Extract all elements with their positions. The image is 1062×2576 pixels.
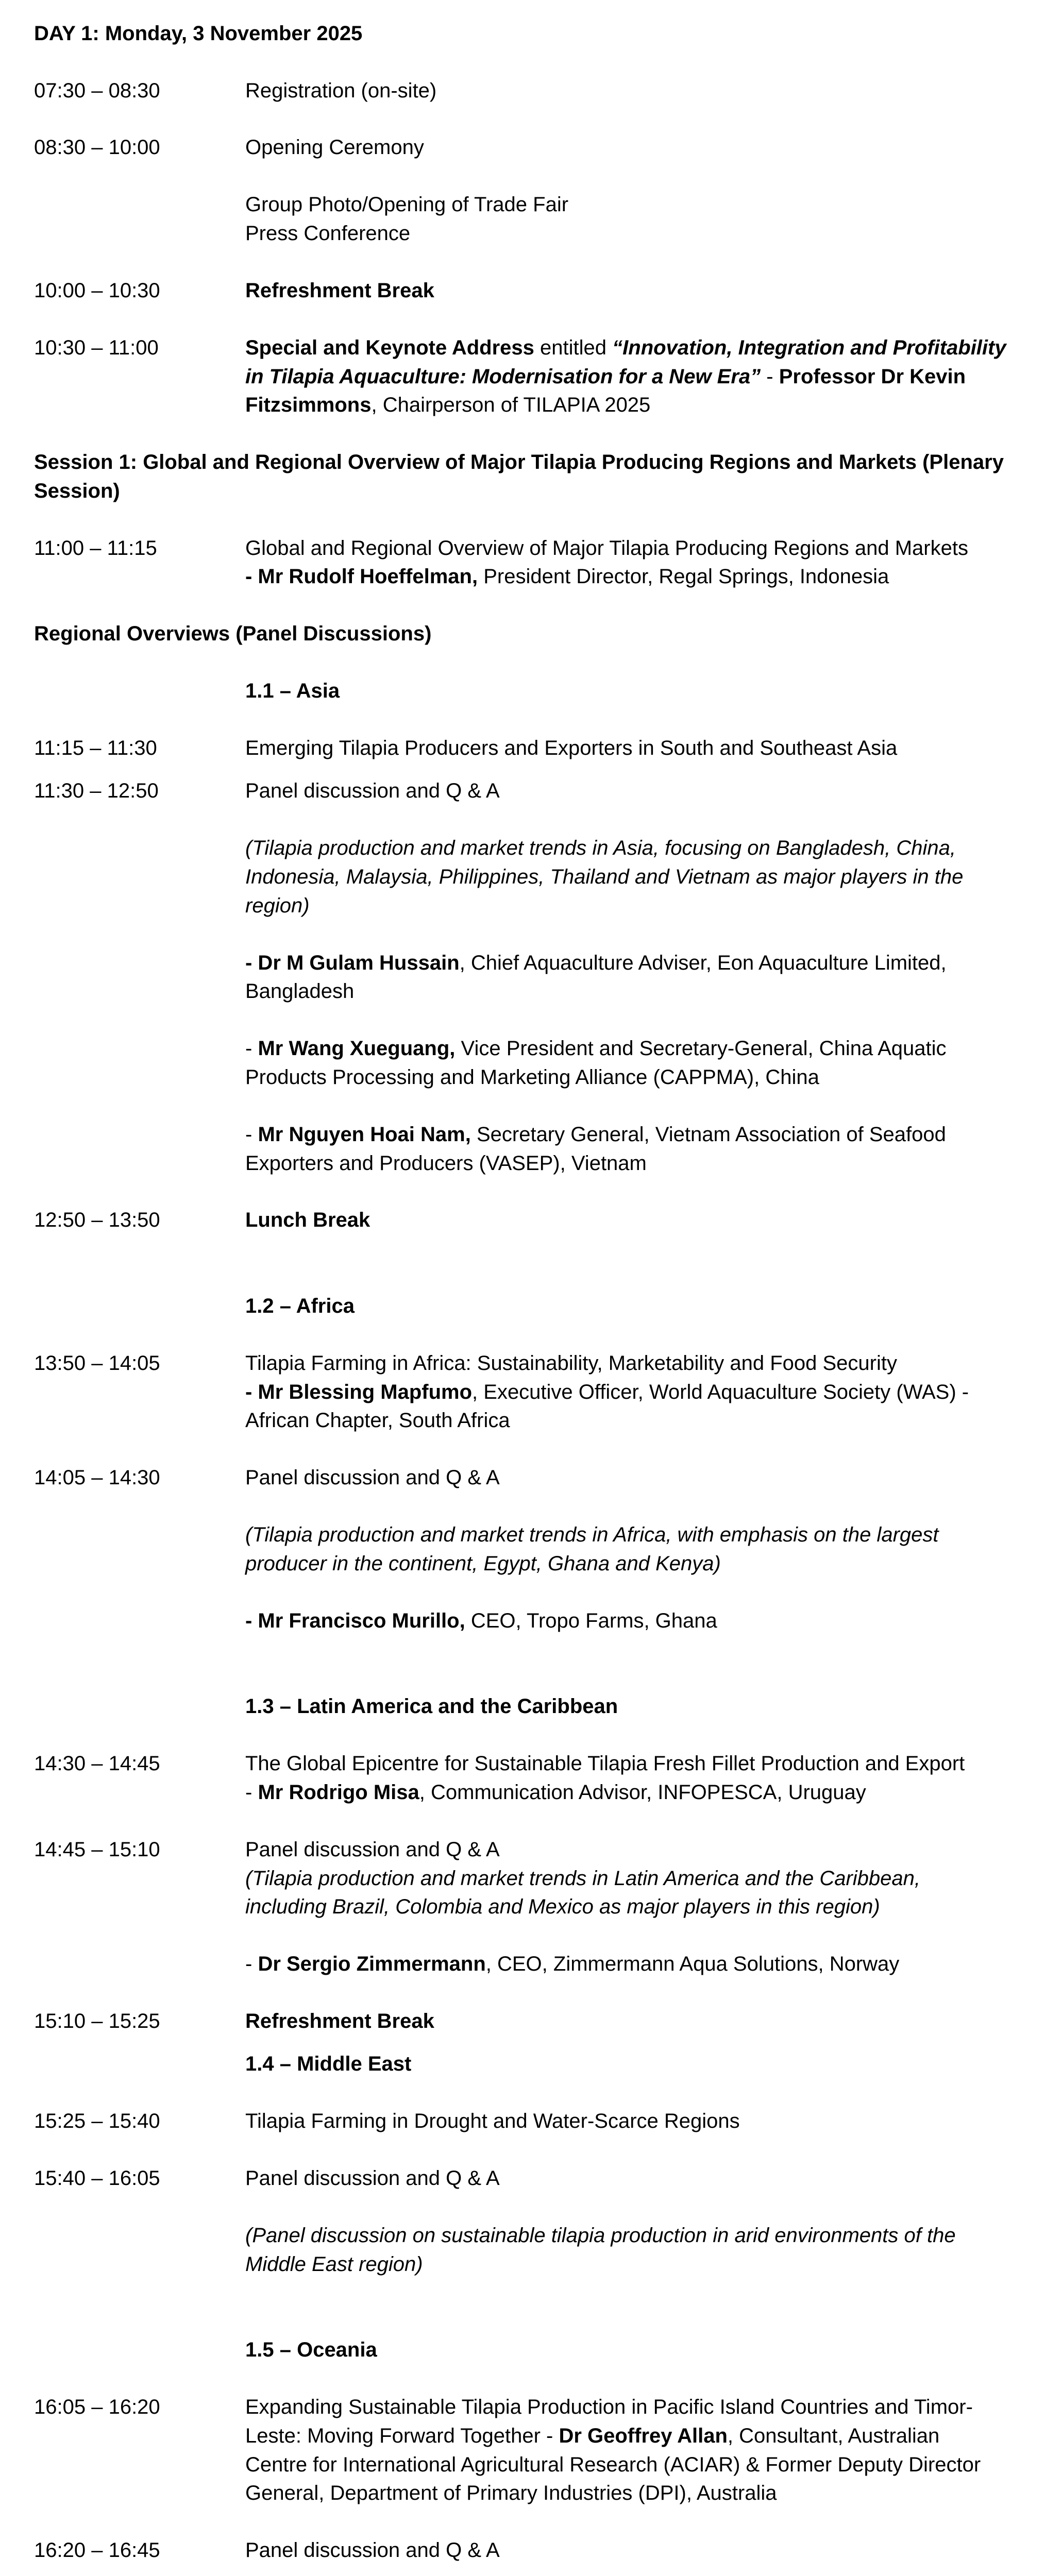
agenda-line xyxy=(245,2221,956,2250)
day-heading: DAY 1: Monday, 3 November 2025 xyxy=(34,22,363,45)
text-span: Group Photo/Opening of Trade Fair xyxy=(245,193,569,216)
bold-text: Fitzsimmons xyxy=(245,394,372,416)
text-span: President Director, Regal Springs, Indonesia xyxy=(478,565,889,588)
time-slot: 15:10 – 15:25 xyxy=(34,2010,160,2032)
bold-text: 1.3 – Latin America and the Caribbean xyxy=(245,1695,618,1718)
bold-text: - Mr Francisco Murillo, xyxy=(245,1609,465,1632)
bold-text: Mr Wang Xueguang, xyxy=(258,1037,456,1060)
bold-text: Refreshment Break xyxy=(245,2010,434,2032)
agenda-line xyxy=(245,1378,969,1406)
time-slot: 15:25 – 15:40 xyxy=(34,2110,160,2132)
text-span: - xyxy=(245,1953,258,1975)
agenda-line xyxy=(245,562,889,591)
agenda-line xyxy=(245,2393,973,2421)
bold-text: Mr Rodrigo Misa xyxy=(258,1781,419,1804)
agenda-line xyxy=(245,1835,500,1864)
agenda-line xyxy=(245,776,500,805)
agenda-line xyxy=(245,948,947,977)
time-slot: 14:45 – 15:10 xyxy=(34,1838,160,1861)
italic-text: producer in the continent, Egypt, Ghana and Kenya) xyxy=(245,1552,721,1575)
region-heading xyxy=(245,1692,618,1721)
italic-text: region) xyxy=(245,894,310,917)
time-slot: 14:05 – 14:30 xyxy=(34,1466,160,1489)
text-span: - xyxy=(245,1123,258,1146)
bold-text: - Mr Rudolf Hoeffelman, xyxy=(245,565,478,588)
text-span: , Chairperson of TILAPIA 2025 xyxy=(371,394,651,416)
agenda-line xyxy=(245,1406,510,1435)
agenda-line xyxy=(245,76,436,105)
agenda-line xyxy=(245,2007,434,2036)
italic-text: (Tilapia production and market trends in Africa, with emphasis on the largest xyxy=(245,1523,939,1546)
bold-text: “Innovation, Integration and Profitability xyxy=(612,336,1006,359)
agenda-line xyxy=(245,1864,920,1893)
agenda-line xyxy=(245,276,434,305)
agenda-line xyxy=(245,734,897,762)
bold-text: 1.4 – Middle East xyxy=(245,2053,412,2075)
region-heading xyxy=(245,2335,377,2364)
time-slot: 11:00 – 11:15 xyxy=(34,537,157,560)
time-slot: 10:30 – 11:00 xyxy=(34,336,159,359)
agenda-line xyxy=(245,834,956,862)
section-heading xyxy=(34,619,431,648)
agenda-line xyxy=(245,1892,880,1921)
italic-text: (Panel discussion on sustainable tilapia production in arid environments of the xyxy=(245,2224,956,2247)
text-span: Emerging Tilapia Producers and Exporters in South and Southeast Asia xyxy=(245,737,898,759)
italic-text: (Tilapia production and market trends in Asia, focusing on Bangladesh, China, xyxy=(245,837,956,859)
text-span: entitled xyxy=(534,336,613,359)
bold-text: Lunch Break xyxy=(245,1209,370,1231)
agenda-line xyxy=(245,891,310,920)
agenda-line xyxy=(245,2250,423,2279)
agenda-line xyxy=(245,977,354,1006)
bold-text: Session 1: Global and Regional Overview of Major Tilapia Producing Regions and Markets (Plenary xyxy=(34,451,1004,473)
text-span: Opening Ceremony xyxy=(245,136,424,159)
text-span: Panel discussion and Q & A xyxy=(245,779,500,802)
time-slot: 16:05 – 16:20 xyxy=(34,2396,160,2418)
text-span: African Chapter, South Africa xyxy=(245,1409,510,1432)
agenda-line xyxy=(245,2450,981,2479)
text-span: , CEO, Zimmermann Aqua Solutions, Norway xyxy=(485,1953,900,1975)
section-heading xyxy=(34,477,120,505)
region-heading xyxy=(245,2049,411,2078)
text-span: Tilapia Farming in Africa: Sustainability, Marketability and Food Security xyxy=(245,1352,897,1375)
agenda-line xyxy=(245,2421,939,2450)
agenda-line xyxy=(245,1149,647,1178)
text-span: Centre for International Agricultural Research (ACIAR) & Former Deputy Director xyxy=(245,2453,981,2476)
time-slot: 08:30 – 10:00 xyxy=(34,136,160,159)
agenda-line xyxy=(245,2479,777,2507)
text-span: , Communication Advisor, INFOPESCA, Uruguay xyxy=(419,1781,866,1804)
text-span: Panel discussion and Q & A xyxy=(245,1838,500,1861)
text-span: - xyxy=(761,365,779,388)
time-slot: 15:40 – 16:05 xyxy=(34,2167,160,2190)
bold-text: - Mr Blessing Mapfumo xyxy=(245,1381,473,1403)
time-slot: 10:00 – 10:30 xyxy=(34,279,160,302)
agenda-line xyxy=(245,1206,370,1234)
agenda-line xyxy=(245,2107,740,2136)
italic-text: Middle East region) xyxy=(245,2253,423,2276)
text-span: Tilapia Farming in Drought and Water-Scarce Regions xyxy=(245,2110,740,2132)
agenda-line xyxy=(245,190,568,219)
text-span: Products Processing and Marketing Alliance (CAPPMA), China xyxy=(245,1066,819,1089)
italic-text: including Brazil, Colombia and Mexico as major players in this region) xyxy=(245,1895,880,1918)
region-heading xyxy=(245,1292,355,1320)
text-span: Global and Regional Overview of Major Tilapia Producing Regions and Markets xyxy=(245,537,968,560)
bold-text: 1.5 – Oceania xyxy=(245,2338,377,2361)
region-heading xyxy=(245,676,340,705)
italic-text: Indonesia, Malaysia, Philippines, Thailand and Vietnam as major players in the xyxy=(245,866,964,888)
text-span: Press Conference xyxy=(245,222,411,245)
time-slot: 07:30 – 08:30 xyxy=(34,79,160,102)
text-span: Panel discussion and Q & A xyxy=(245,2539,500,2562)
agenda-line xyxy=(245,1063,819,1092)
text-span: Panel discussion and Q & A xyxy=(245,1466,500,1489)
text-span: , Chief Aquaculture Adviser, Eon Aquaculture Limited, xyxy=(459,952,947,974)
agenda-line xyxy=(245,2536,500,2565)
text-span: General, Department of Primary Industries (DPI), Australia xyxy=(245,2482,777,2504)
bold-text: 1.1 – Asia xyxy=(245,680,340,702)
agenda-line xyxy=(245,1463,500,1492)
bold-text: Special and Keynote Address xyxy=(245,336,534,359)
bold-text: Dr Sergio Zimmermann xyxy=(258,1953,486,1975)
text-span: Leste: Moving Forward Together - xyxy=(245,2425,559,2447)
agenda-line xyxy=(245,2164,500,2193)
text-span: - xyxy=(245,1781,258,1804)
agenda-line xyxy=(245,133,424,162)
agenda-line xyxy=(245,1950,899,1978)
text-span: Panel discussion and Q & A xyxy=(245,2167,500,2190)
agenda-line xyxy=(245,534,968,563)
agenda-line xyxy=(245,1349,897,1378)
agenda-line xyxy=(245,862,963,891)
agenda-line xyxy=(245,1778,866,1807)
text-span: Expanding Sustainable Tilapia Production in Pacific Island Countries and Timor- xyxy=(245,2396,973,2418)
agenda-line xyxy=(245,391,650,419)
text-span: Secretary General, Vietnam Association of Seafood xyxy=(470,1123,946,1146)
time-slot: 16:20 – 16:45 xyxy=(34,2539,160,2562)
bold-text: Refreshment Break xyxy=(245,279,434,302)
bold-text: in Tilapia Aquaculture: Modernisation for a New Era” xyxy=(245,365,761,388)
bold-text: - Dr M Gulam Hussain xyxy=(245,952,460,974)
time-slot: 14:30 – 14:45 xyxy=(34,1752,160,1775)
agenda-line xyxy=(245,1749,965,1778)
time-slot: 11:15 – 11:30 xyxy=(34,737,157,759)
time-slot: 11:30 – 12:50 xyxy=(34,779,159,802)
time-slot: 12:50 – 13:50 xyxy=(34,1209,160,1231)
agenda-line xyxy=(245,219,410,248)
text-span: CEO, Tropo Farms, Ghana xyxy=(465,1609,717,1632)
agenda-line xyxy=(245,1606,717,1635)
time-slot: 13:50 – 14:05 xyxy=(34,1352,160,1375)
bold-text: 1.2 – Africa xyxy=(245,1295,355,1317)
text-span: The Global Epicentre for Sustainable Tilapia Fresh Fillet Production and Export xyxy=(245,1752,965,1775)
bold-text: Regional Overviews (Panel Discussions) xyxy=(34,622,432,645)
agenda-line xyxy=(245,1549,721,1578)
bold-text: Session) xyxy=(34,480,120,502)
agenda-line xyxy=(245,1034,947,1063)
section-heading xyxy=(34,448,1004,477)
text-span: Bangladesh xyxy=(245,980,355,1003)
text-span: , Consultant, Australian xyxy=(727,2425,940,2447)
agenda-line xyxy=(245,1520,939,1549)
agenda-line xyxy=(245,333,1006,362)
text-span: , Executive Officer, World Aquaculture Society (WAS) - xyxy=(472,1381,969,1403)
text-span: - xyxy=(245,1037,258,1060)
text-span: Exporters and Producers (VASEP), Vietnam xyxy=(245,1152,647,1175)
bold-text: Mr Nguyen Hoai Nam, xyxy=(258,1123,471,1146)
text-span: Registration (on-site) xyxy=(245,79,437,102)
italic-text: (Tilapia production and market trends in Latin America and the Caribbean, xyxy=(245,1867,920,1890)
bold-text: Professor Dr Kevin xyxy=(779,365,966,388)
text-span: Vice President and Secretary-General, China Aquatic xyxy=(455,1037,947,1060)
agenda-line xyxy=(245,362,966,391)
agenda-line xyxy=(245,1120,946,1149)
bold-text: Dr Geoffrey Allan xyxy=(559,2425,728,2447)
